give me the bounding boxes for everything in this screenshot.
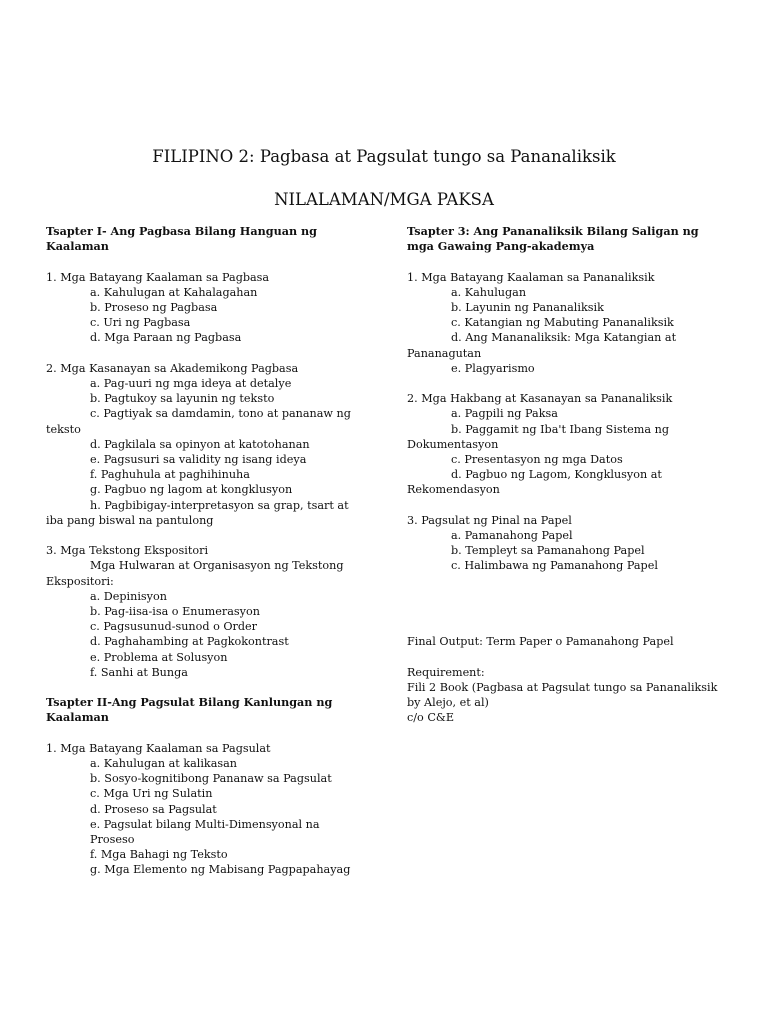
- chapter-1-section-3: [46, 543, 364, 680]
- list-item: b. Templeyt sa Pamanahong Papel: [451, 544, 645, 558]
- list-item: c. Presentasyon ng mga Datos: [451, 453, 623, 467]
- list-item: c. Mga Uri ng Sulatin: [90, 787, 213, 801]
- chapter-1-title: Tsapter I- Ang Pagbasa Bilang Hanguan ng Kaalaman: [46, 224, 317, 254]
- spacer: [407, 589, 725, 635]
- list-item: b. Pagtukoy sa layunin ng teksto: [90, 392, 275, 406]
- list-item: f. Paghuhula at paghihinuha: [90, 468, 250, 482]
- chapter-2-section-1: [46, 741, 364, 878]
- subheading: Mga Hulwaran at Organisasyon ng Tekstong Ekspositori:: [46, 559, 344, 588]
- list-item: c. Halimbawa ng Pamanahong Papel: [451, 559, 658, 573]
- final-output: Final Output: Term Paper o Pamanahong Papel: [407, 635, 674, 649]
- section-heading: 2. Mga Hakbang at Kasanayan sa Pananaliksik: [407, 392, 673, 406]
- list-item: h. Pagbibigay-interpretasyon sa grap, tsart at iba pang biswal na pantulong: [46, 498, 349, 527]
- section-heading: 2. Mga Kasanayan sa Akademikong Pagbasa: [46, 361, 299, 375]
- list-item: e. Pagsusuri sa validity ng isang ideya: [90, 453, 307, 467]
- list-item: a. Pagpili ng Paksa: [451, 407, 558, 421]
- list-item: d. Mga Paraan ng Pagbasa: [90, 331, 242, 345]
- chapter-1-section-1: [46, 270, 364, 346]
- list-item: c. Uri ng Pagbasa: [90, 316, 191, 330]
- list-item: a. Pamanahong Papel: [451, 529, 573, 543]
- list-item: a. Pag-uuri ng mga ideya at detalye: [90, 377, 292, 390]
- list-item: e. Problema at Solusyon: [90, 650, 228, 664]
- list-item: f. Mga Bahagi ng Teksto: [90, 848, 228, 862]
- list-item: b. Paggamit ng Iba't Ibang Sistema ng Dokumentasyon: [407, 422, 669, 451]
- requirement-label: Requirement:: [407, 665, 485, 679]
- list-item: a. Depinisyon: [90, 589, 167, 603]
- list-item: e. Pagsulat bilang Multi-Dimensyonal na Proseso: [90, 817, 320, 847]
- section-heading: 1. Mga Batayang Kaalaman sa Pananaliksik: [407, 270, 655, 284]
- list-item: b. Sosyo-kognitibong Pananaw sa Pagsulat: [90, 772, 332, 786]
- list-item: c. Pagsusunud-sunod o Order: [90, 620, 258, 634]
- list-item: d. Paghahambing at Pagkokontrast: [90, 635, 289, 649]
- list-item: b. Pag-iisa-isa o Enumerasyon: [90, 605, 260, 619]
- list-item: a. Kahulugan: [451, 285, 527, 299]
- list-item: d. Proseso sa Pagsulat: [90, 802, 217, 816]
- chapter-3-section-1: [407, 270, 725, 376]
- chapter-1-section-2: [46, 361, 364, 528]
- chapter-3-section-3: [407, 513, 725, 574]
- requirement-block: [407, 665, 725, 726]
- list-item: a. Kahulugan at kalikasan: [90, 757, 237, 771]
- requirement-note: c/o C&E: [407, 711, 455, 725]
- list-item: c. Katangian ng Mabuting Pananaliksik: [451, 316, 674, 330]
- list-item: c. Pagtiyak sa damdamin, tono at pananaw ng teksto: [46, 407, 351, 436]
- list-item: d. Pagbuo ng Lagom, Kongklusyon at Rekomendasyon: [407, 468, 662, 497]
- list-item: e. Plagyarismo: [451, 361, 535, 375]
- contents-heading: NILALAMAN/MGA PAKSA: [274, 190, 494, 209]
- section-heading: 3. Mga Tekstong Ekspositori: [46, 544, 209, 558]
- chapter-2-title: Tsapter II-Ang Pagsulat Bilang Kanlungan ng Kaalaman: [46, 695, 333, 725]
- list-item: g. Pagbuo ng lagom at kongklusyon: [90, 483, 293, 497]
- chapter-3-section-2: [407, 391, 725, 497]
- left-column: [46, 224, 364, 893]
- list-item: f. Sanhi at Bunga: [90, 665, 188, 679]
- list-item: d. Ang Mananaliksik: Mga Katangian at Pananagutan: [407, 331, 677, 360]
- list-item: a. Kahulugan at Kahalagahan: [90, 285, 258, 299]
- list-item: b. Proseso ng Pagbasa: [90, 301, 218, 314]
- chapter-3-title: Tsapter 3: Ang Pananaliksik Bilang Saligan ng mga Gawaing Pang-akademya: [407, 224, 699, 254]
- section-heading: 1. Mga Batayang Kaalaman sa Pagsulat: [46, 741, 271, 755]
- list-item: b. Layunin ng Pananaliksik: [451, 301, 604, 314]
- course-title: FILIPINO 2: Pagbasa at Pagsulat tungo sa Pananaliksik: [152, 147, 616, 166]
- section-heading: 3. Pagsulat ng Pinal na Papel: [407, 513, 572, 527]
- right-column: [407, 224, 725, 726]
- list-item: d. Pagkilala sa opinyon at katotohanan: [90, 437, 310, 451]
- list-item: g. Mga Elemento ng Mabisang Pagpapahayag: [90, 863, 351, 877]
- section-heading: 1. Mga Batayang Kaalaman sa Pagbasa: [46, 270, 270, 284]
- requirement-book: Fili 2 Book (Pagbasa at Pagsulat tungo sa Pananaliksik by Alejo, et al): [407, 681, 718, 710]
